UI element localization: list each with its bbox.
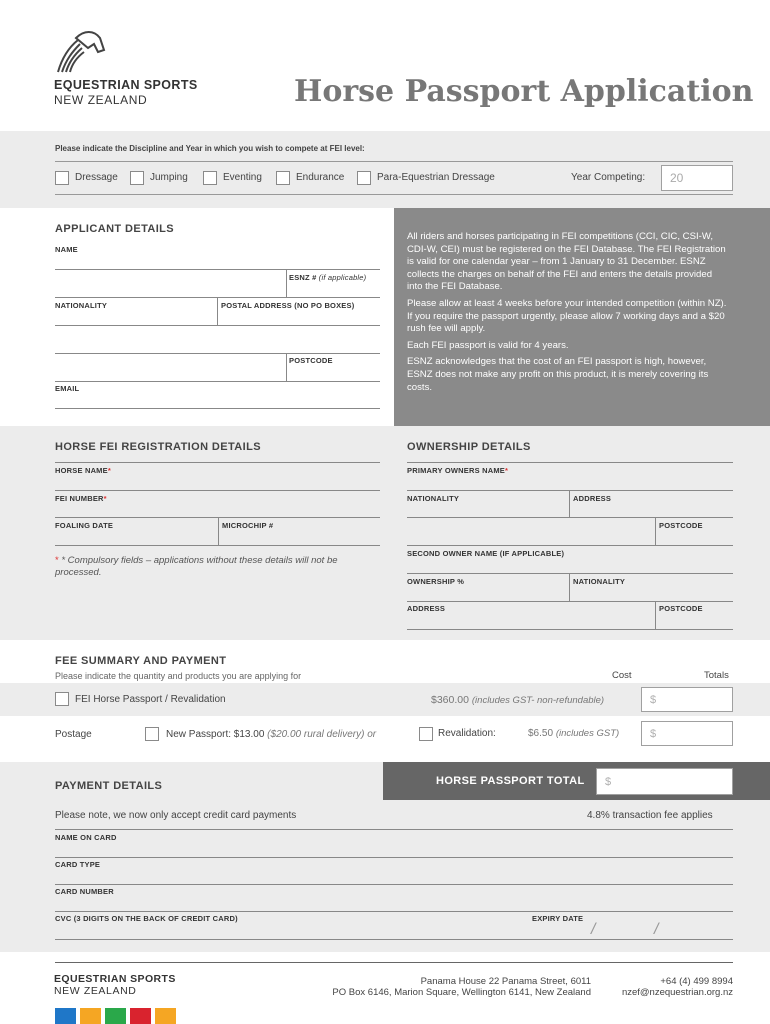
year-competing-input[interactable]: 20	[661, 165, 733, 191]
discipline-para-dressage-checkbox[interactable]	[357, 171, 371, 185]
new-passport-checkbox[interactable]	[145, 727, 159, 741]
second-nationality-label: NATIONALITY	[573, 577, 626, 586]
postage-total-input[interactable]: $	[641, 721, 733, 746]
brand-color-block	[155, 1008, 176, 1024]
expiry-date-label: EXPIRY DATE	[532, 914, 584, 923]
ownership-heading: OWNERSHIP DETAILS	[407, 441, 531, 453]
card-number-label: CARD NUMBER	[55, 887, 114, 896]
microchip-label: MICROCHIP #	[222, 521, 274, 530]
applicant-name-label: NAME	[55, 245, 78, 254]
brand-color-block	[80, 1008, 101, 1024]
revalidation-label: Revalidation:	[438, 728, 496, 739]
footer-email[interactable]: nzef@nzequestrian.org.nz	[621, 987, 733, 998]
card-type-label: CARD TYPE	[55, 860, 101, 869]
owner-nationality-label: NATIONALITY	[407, 494, 460, 503]
payment-heading: PAYMENT DETAILS	[55, 780, 163, 792]
discipline-section	[0, 131, 770, 208]
discipline-jumping-checkbox[interactable]	[130, 171, 144, 185]
applicant-nationality-label: NATIONALITY	[55, 301, 108, 310]
expiry-slash: /	[654, 921, 659, 938]
info-paragraph: Please allow at least 4 weeks before your intended competition (within NZ). If you require the passport urgently, please allow 7 working days and a $20 rush fee will apply.	[407, 297, 727, 335]
fei-number-label: FEI NUMBER*	[55, 494, 107, 503]
discipline-dressage-checkbox[interactable]	[55, 171, 69, 185]
cvc-label: CVC (3 DIGITS ON THE BACK OF CREDIT CARD)	[55, 914, 238, 923]
totals-header: Totals	[704, 670, 729, 681]
footer-address-line2: PO Box 6146, Marion Square, Wellington 6141, New Zealand	[332, 987, 591, 998]
fee-heading: FEE SUMMARY AND PAYMENT	[55, 655, 227, 667]
horse-name-label: HORSE NAME*	[55, 466, 111, 475]
second-postcode-label: POSTCODE	[659, 604, 703, 613]
foaling-date-label: FOALING DATE	[55, 521, 114, 530]
expiry-slash: /	[591, 921, 596, 938]
passport-fee-checkbox[interactable]	[55, 692, 69, 706]
horse-head-logo-icon	[54, 28, 110, 76]
owner-address-label: ADDRESS	[573, 494, 612, 503]
brand-color-block	[130, 1008, 151, 1024]
discipline-prompt: Please indicate the Discipline and Year in which you wish to compete at FEI level:	[55, 144, 365, 153]
passport-total-input[interactable]: $	[641, 687, 733, 712]
postal-address-label: POSTAL ADDRESS (NO PO BOXES)	[221, 301, 355, 310]
fee-subtitle: Please indicate the quantity and products you are applying for	[55, 671, 302, 681]
ownership-percent-label: OWNERSHIP %	[407, 577, 465, 586]
revalidation-checkbox[interactable]	[419, 727, 433, 741]
esnz-label: ESNZ # (if applicable)	[289, 273, 367, 282]
credit-card-note: Please note, we now only accept credit card payments	[55, 810, 297, 821]
passport-grand-total-input[interactable]: $	[596, 768, 733, 795]
discipline-para-dressage-label: Para-Equestrian Dressage	[377, 172, 495, 183]
passport-fee-price: $360.00 (includes GST- non-refundable)	[431, 694, 605, 706]
footer-org-country: NEW ZEALAND	[54, 985, 137, 997]
org-country: NEW ZEALAND	[54, 93, 148, 107]
passport-fee-label: FEI Horse Passport / Revalidation	[75, 694, 226, 705]
brand-color-block	[55, 1008, 76, 1024]
second-address-label: ADDRESS	[407, 604, 446, 613]
horse-heading: HORSE FEI REGISTRATION DETAILS	[55, 441, 261, 453]
passport-total-label: HORSE PASSPORT TOTAL	[436, 775, 585, 787]
discipline-dressage-label: Dressage	[75, 172, 118, 183]
footer-address-line1: Panama House 22 Panama Street, 6011	[420, 976, 591, 987]
applicant-heading: APPLICANT DETAILS	[55, 223, 175, 235]
footer-phone: +64 (4) 499 8994	[660, 976, 733, 987]
fei-info-panel	[394, 208, 770, 426]
name-on-card-label: NAME ON CARD	[55, 833, 117, 842]
applicant-email-label: EMAIL	[55, 384, 80, 393]
applicant-postcode-label: POSTCODE	[289, 356, 333, 365]
discipline-endurance-checkbox[interactable]	[276, 171, 290, 185]
cost-header: Cost	[612, 670, 632, 681]
info-paragraph: ESNZ acknowledges that the cost of an FEI passport is high, however, ESNZ does not make any profit on this product, it is merely covering its costs.	[407, 356, 709, 393]
brand-color-block	[105, 1008, 126, 1024]
postage-label: Postage	[55, 729, 92, 740]
footer-org-name: EQUESTRIAN SPORTS	[54, 973, 176, 985]
transaction-fee-note: 4.8% transaction fee applies	[587, 810, 713, 821]
revalidation-price: $6.50 (includes GST)	[528, 728, 620, 739]
second-owner-label: SECOND OWNER NAME (IF APPLICABLE)	[407, 549, 565, 558]
year-competing-label: Year Competing:	[571, 172, 646, 183]
primary-owner-label: PRIMARY OWNERS NAME*	[407, 466, 509, 475]
page-title: Horse Passport Application	[294, 74, 754, 109]
owner-postcode-label: POSTCODE	[659, 521, 703, 530]
new-passport-label: New Passport: $13.00 ($20.00 rural delivery) or	[166, 729, 377, 740]
compulsory-note: * * Compulsory fields – applications without these details will not be processed.	[55, 555, 338, 578]
info-paragraph: All riders and horses participating in FEI competitions (CCI, CIC, CSI-W, CDI-W, CEI) must be registered on the FEI Database. The FEI Registration is valid for one calendar year – from 1 January to 31 December. ESNZ collects the charges on behalf of the FEI and enters the details provided into the FEI Database.	[407, 231, 726, 293]
discipline-endurance-label: Endurance	[296, 172, 345, 183]
discipline-eventing-label: Eventing	[223, 172, 262, 183]
discipline-eventing-checkbox[interactable]	[203, 171, 217, 185]
info-paragraph: Each FEI passport is valid for 4 years.	[407, 339, 569, 351]
org-name: EQUESTRIAN SPORTS	[54, 78, 198, 92]
discipline-jumping-label: Jumping	[150, 172, 188, 183]
